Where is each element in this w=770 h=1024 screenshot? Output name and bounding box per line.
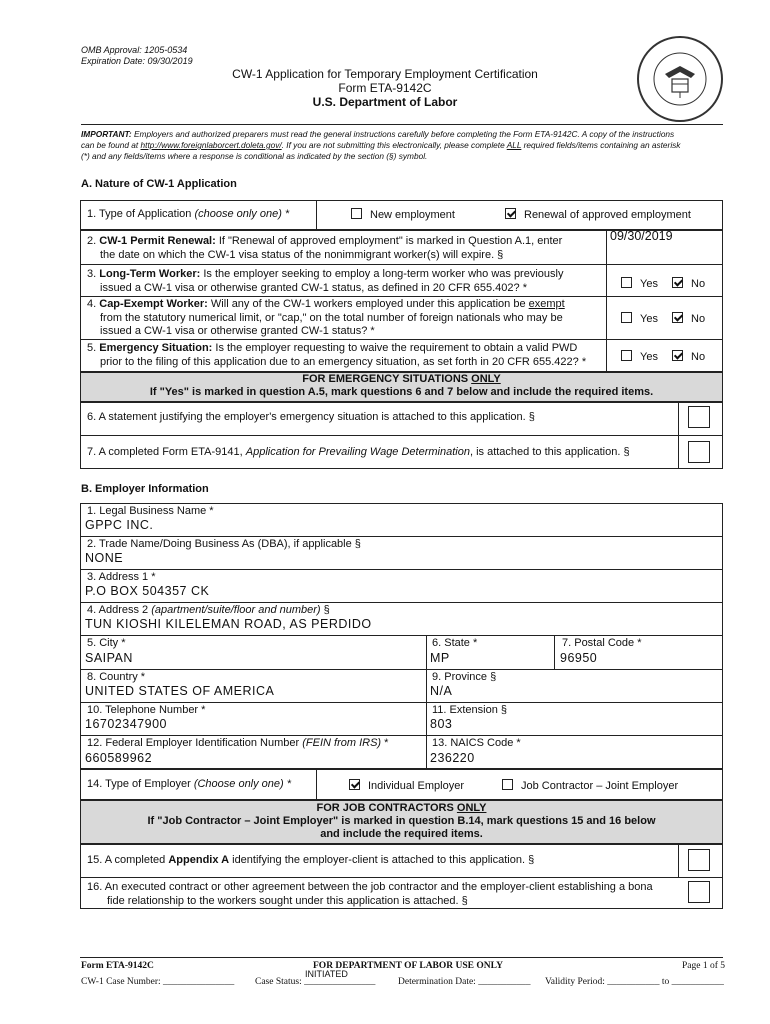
- permit-expiration-date-field[interactable]: 09/30/2019: [610, 229, 673, 243]
- footer-form-number: Form ETA-9142C: [81, 961, 154, 971]
- telephone-label: 10. Telephone Number *: [87, 704, 206, 716]
- option-individual-employer[interactable]: Individual Employer: [349, 779, 464, 792]
- address2-field[interactable]: TUN KIOSHI KILELEMAN ROAD, AS PERDIDO: [85, 617, 372, 631]
- a4-yes-checkbox[interactable]: [621, 312, 632, 323]
- footer-dol-use: FOR DEPARTMENT OF LABOR USE ONLY: [313, 961, 503, 971]
- omb-approval: OMB Approval: 1205-0534: [81, 45, 188, 55]
- individual-employer-checkbox[interactable]: [349, 779, 360, 790]
- question-a3: 3. Long-Term Worker: Is the employer seeking to employ a long-term worker who was previously issued a CW-1 visa or otherwise granted CW-1 status, as defined in 20 CFR 655.402? *: [87, 268, 564, 294]
- new-employment-checkbox[interactable]: [351, 208, 362, 219]
- naics-label: 13. NAICS Code *: [432, 737, 521, 749]
- job-contractor-checkbox[interactable]: [502, 779, 513, 790]
- divider: [80, 296, 723, 297]
- emergency-subheading: If "Yes" is marked in question A.5, mark questions 6 and 7 below and include the required items.: [149, 386, 654, 398]
- legal-business-name-label: 1. Legal Business Name *: [87, 505, 214, 517]
- divider: [80, 735, 723, 736]
- postal-code-field[interactable]: 96950: [560, 651, 598, 665]
- option-job-contractor[interactable]: Job Contractor – Joint Employer: [502, 779, 678, 792]
- divider: [80, 702, 723, 703]
- naics-field[interactable]: 236220: [430, 751, 475, 765]
- divider: [80, 602, 723, 603]
- question-a4: 4. Cap-Exempt Worker: Will any of the CW-1 workers employed under this application be exempt from the statutory numerical limit, or "cap," on the total number of foreign nationals who may be issued a CW-1 visa or otherwise granted CW-1 status? *: [87, 298, 565, 337]
- divider: [81, 124, 723, 125]
- footer-divider: [80, 957, 723, 958]
- question-b16: 16. An executed contract or other agreement between the job contractor and the employer-client establishing a bona fide relationship to the workers sought under this application is attached. §: [87, 881, 653, 907]
- agency-name: U.S. Department of Labor: [312, 95, 458, 109]
- question-a1-label: 1. Type of Application (choose only one) *: [87, 208, 290, 220]
- option-new-employment[interactable]: New employment: [351, 208, 455, 221]
- question-b15: 15. A completed Appendix A identifying the employer-client is attached to this application. §: [87, 854, 535, 866]
- province-label: 9. Province §: [432, 671, 497, 683]
- country-label: 8. Country *: [87, 671, 146, 683]
- country-field[interactable]: UNITED STATES OF AMERICA: [85, 684, 275, 698]
- fein-field[interactable]: 660589962: [85, 751, 153, 765]
- question-a5: 5. Emergency Situation: Is the employer requesting to waive the requirement to obtain a valid PWD prior to the filing of this application due to an emergency situation, as set forth in 20 CFR 655.422? *: [87, 342, 587, 368]
- a7-checkbox[interactable]: [688, 441, 710, 463]
- city-field[interactable]: SAIPAN: [85, 651, 133, 665]
- address1-field[interactable]: P.O BOX 504357 CK: [85, 584, 210, 598]
- city-label: 5. City *: [87, 637, 126, 649]
- section-a-heading: A. Nature of CW-1 Application: [81, 178, 237, 190]
- dba-label: 2. Trade Name/Doing Business As (DBA), if applicable §: [87, 538, 361, 550]
- footer-case-status: Case Status: _______________: [255, 977, 376, 987]
- job-contractors-sub1: If "Job Contractor – Joint Employer" is marked in question B.14, mark questions 15 and 16 below: [147, 815, 656, 827]
- b16-checkbox[interactable]: [688, 881, 710, 903]
- dba-field[interactable]: NONE: [85, 551, 124, 565]
- question-a2: 2. CW-1 Permit Renewal: If "Renewal of approved employment" is marked in Question A.1, enter the date on which the CW-1 visa status of the nonimmigrant worker(s) will expire. §: [87, 235, 563, 261]
- divider: [80, 669, 723, 670]
- expiration-date: Expiration Date: 09/30/2019: [81, 56, 193, 66]
- renewal-employment-checkbox[interactable]: [505, 208, 516, 219]
- province-field[interactable]: N/A: [430, 684, 453, 698]
- postal-code-label: 7. Postal Code *: [562, 637, 642, 649]
- a3-yes-checkbox[interactable]: [621, 277, 632, 288]
- extension-field[interactable]: 803: [430, 717, 453, 731]
- form-number: Form ETA-9142C: [338, 81, 432, 95]
- footer-page-number: Page 1 of 5: [682, 961, 726, 971]
- address2-label: 4. Address 2 (apartment/suite/floor and number) §: [87, 604, 330, 616]
- option-renewal-employment[interactable]: Renewal of approved employment: [505, 208, 691, 221]
- footer-determination-date: Determination Date: ___________: [398, 977, 531, 987]
- a5-yes-checkbox[interactable]: [621, 350, 632, 361]
- fein-label: 12. Federal Employer Identification Number (FEIN from IRS) *: [87, 737, 389, 749]
- divider: [426, 635, 427, 769]
- emergency-heading: FOR EMERGENCY SITUATIONS ONLY: [302, 373, 501, 385]
- extension-label: 11. Extension §: [432, 704, 508, 716]
- a3-no-checkbox[interactable]: [672, 277, 683, 288]
- a5-yes-option[interactable]: Yes: [621, 350, 658, 363]
- divider: [316, 200, 317, 230]
- job-contractors-sub2: and include the required items.: [320, 828, 483, 840]
- form-title: CW-1 Application for Temporary Employment Certification: [232, 67, 538, 81]
- divider: [80, 435, 723, 436]
- footer-initiated-status: INITIATED: [305, 969, 348, 979]
- footer-case-number: CW-1 Case Number: _______________: [81, 977, 235, 987]
- a3-no-option[interactable]: No: [672, 277, 705, 290]
- a4-no-option[interactable]: No: [672, 312, 705, 325]
- divider: [80, 877, 723, 878]
- important-notice: IMPORTANT: Employers and authorized preparers must read the general instructions carefully before completing the Form ETA-9142C. A copy of the instructions can be found at http://www.foreignlaborcert.doleta.gov/. If you are not submitting this electronically, please complete ALL required fields/items containing an asterisk (*) and any fields/items where a response is conditional as indicated by the section (§) symbol.: [81, 129, 681, 161]
- address1-label: 3. Address 1 *: [87, 571, 156, 583]
- employer-type-label: 14. Type of Employer (Choose only one) *: [87, 778, 292, 790]
- divider: [80, 339, 723, 340]
- legal-business-name-field[interactable]: GPPC INC.: [85, 518, 154, 532]
- department-seal: [637, 36, 723, 122]
- b15-checkbox[interactable]: [688, 849, 710, 871]
- telephone-field[interactable]: 16702347900: [85, 717, 167, 731]
- divider: [678, 844, 679, 877]
- instructions-link[interactable]: http://www.foreignlaborcert.doleta.gov/: [140, 140, 282, 150]
- divider: [554, 635, 555, 669]
- divider: [606, 230, 607, 372]
- question-a7: 7. A completed Form ETA-9141, Application for Prevailing Wage Determination, is attached to this application. §: [87, 446, 630, 458]
- divider: [316, 769, 317, 800]
- state-field[interactable]: MP: [430, 651, 450, 665]
- footer-validity-period: Validity Period: ___________ to ___________: [545, 977, 724, 987]
- a4-no-checkbox[interactable]: [672, 312, 683, 323]
- state-label: 6. State *: [432, 637, 478, 649]
- divider: [80, 536, 723, 537]
- a3-yes-option[interactable]: Yes: [621, 277, 658, 290]
- divider: [80, 569, 723, 570]
- divider: [80, 635, 723, 636]
- section-b-heading: B. Employer Information: [81, 483, 209, 495]
- job-contractors-heading: FOR JOB CONTRACTORS ONLY: [316, 802, 487, 814]
- a5-no-option[interactable]: No: [672, 350, 705, 363]
- a5-no-checkbox[interactable]: [672, 350, 683, 361]
- divider: [80, 264, 723, 265]
- a4-yes-option[interactable]: Yes: [621, 312, 658, 325]
- question-a6: 6. A statement justifying the employer's emergency situation is attached to this application. §: [87, 411, 535, 423]
- a6-checkbox[interactable]: [688, 406, 710, 428]
